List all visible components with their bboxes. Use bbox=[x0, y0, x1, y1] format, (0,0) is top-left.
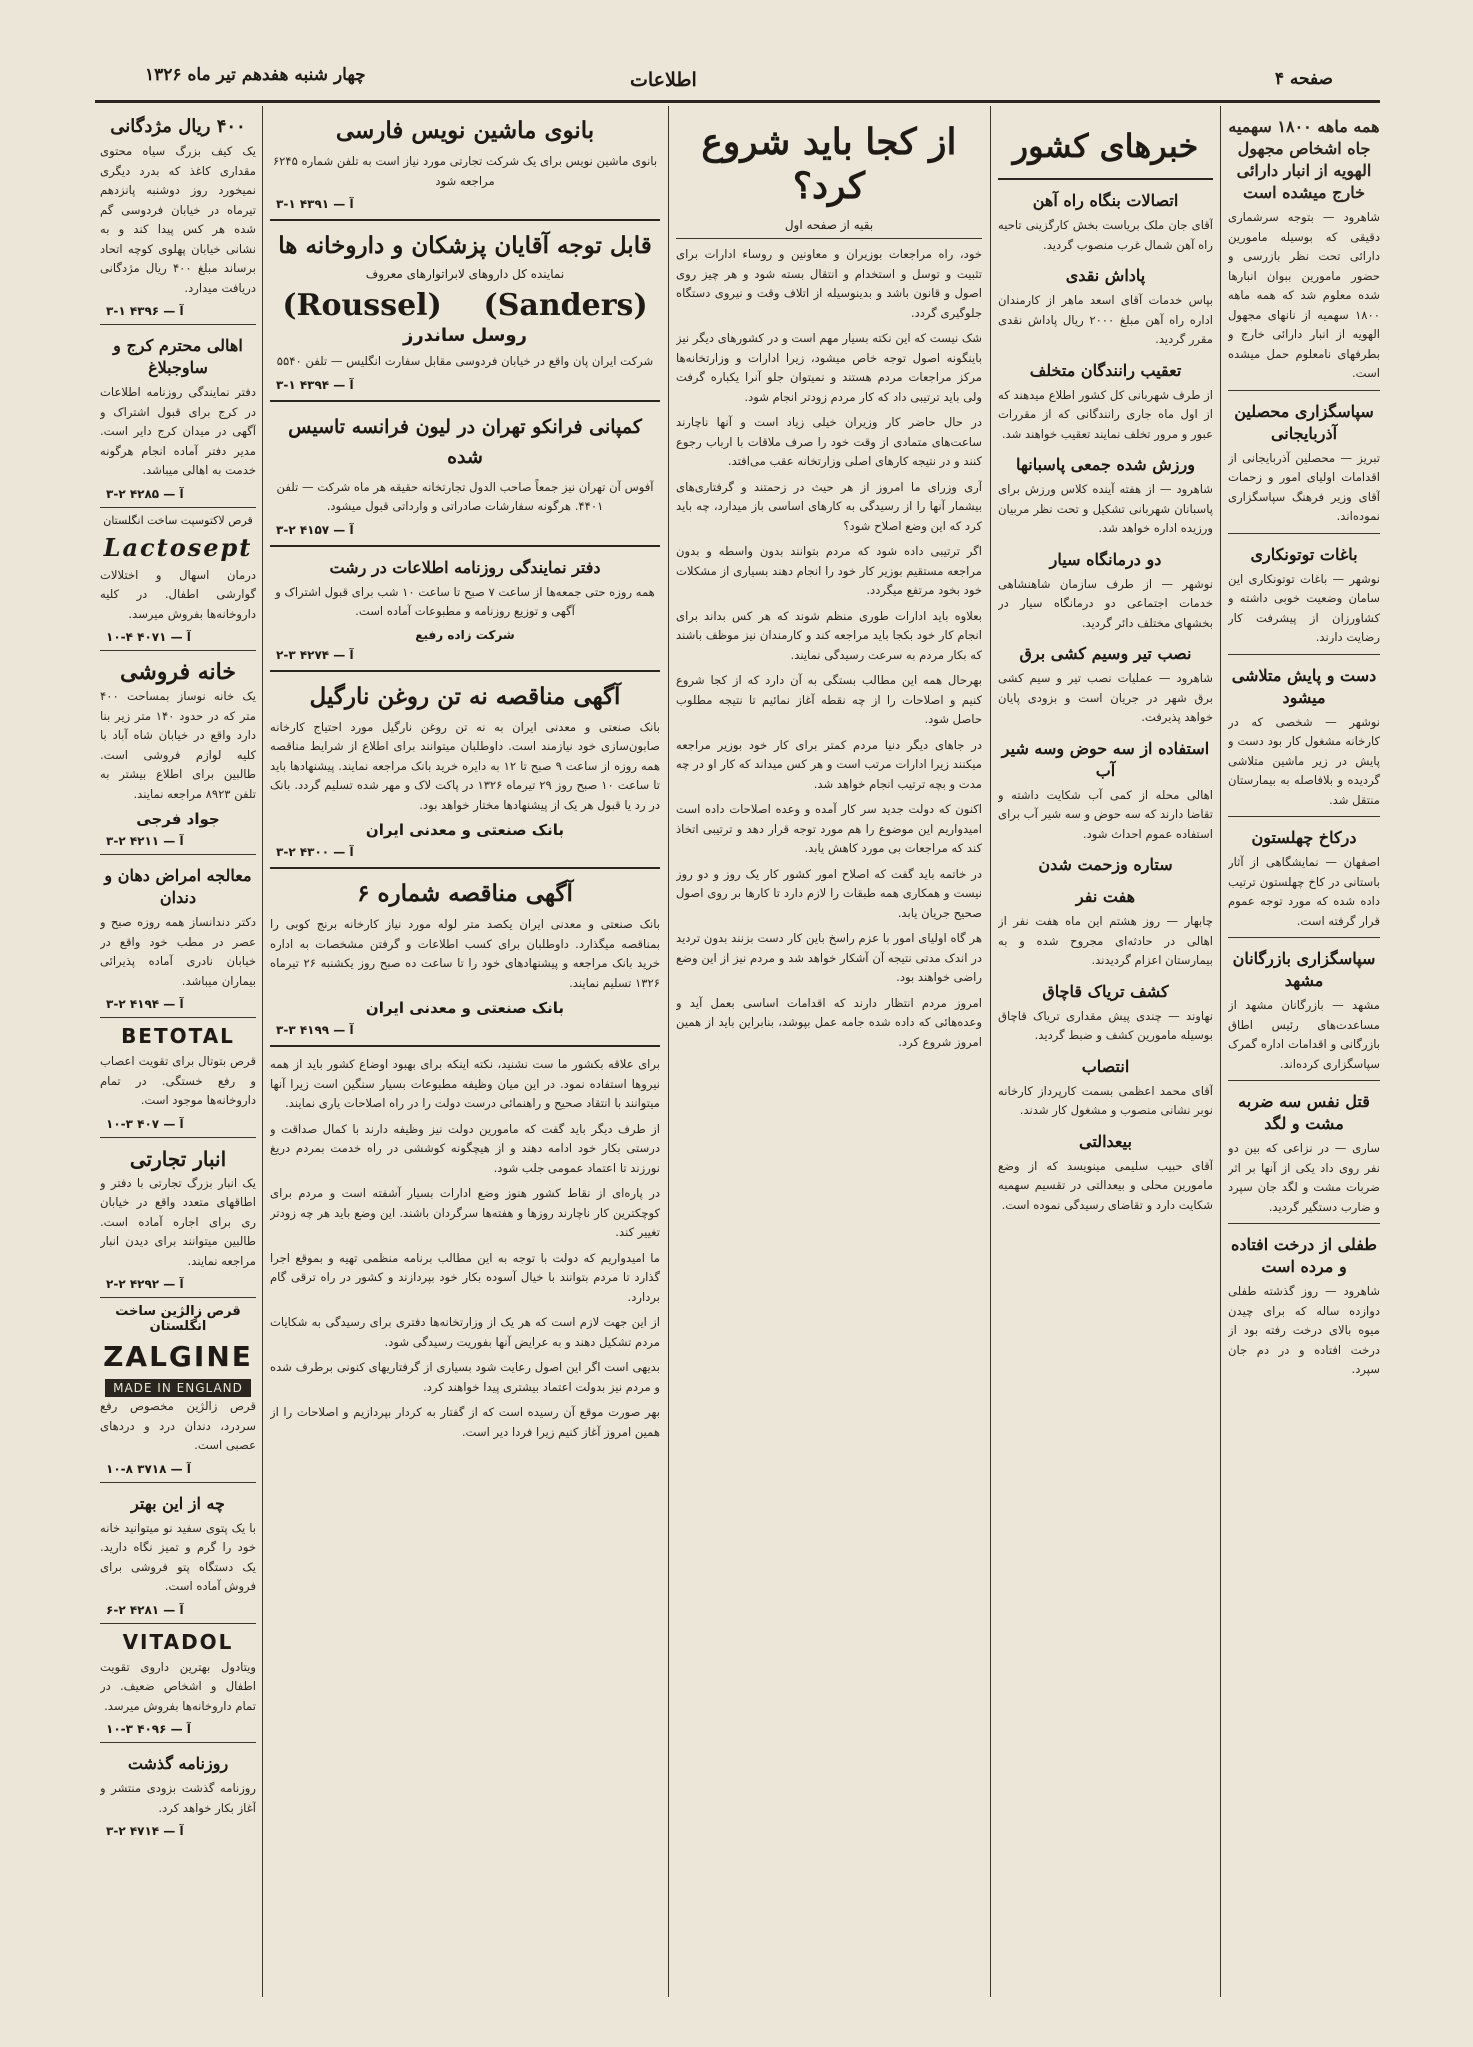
divider bbox=[1228, 654, 1380, 655]
divider bbox=[676, 238, 982, 239]
news-title: ستاره وزحمت شدن bbox=[1038, 855, 1173, 874]
ad-code: آ — ۴۱۹۴ ۲-۳ bbox=[106, 997, 184, 1011]
newspaper-name: اطلاعات bbox=[630, 69, 697, 91]
brand-sanders: (Sanders) bbox=[483, 288, 648, 323]
ad-code: آ — ۳۷۱۸ ۸-۱۰ bbox=[106, 1461, 191, 1476]
news-title: همه ماهه ۱۸۰۰ سهمیه جاه اشخاص مجهول الهویه از انبار دارائی خارج میشده است bbox=[1228, 117, 1380, 202]
editorial-paragraph: بعلاوه باید ادارات طوری منظم شوند که هر کس بداند برای انجام کار خود بکجا باید مراجعه کند و کارمندان نیز موظف باشند که بکار مردم به سرعت رسیدگی نمایند. bbox=[676, 608, 982, 662]
divider bbox=[100, 650, 256, 651]
editorial-paragraph: شک نیست که این نکته بسیار مهم است و در کشورهای دیگر نیز باینگونه اصول توجه خاص میشود، زیرا ادارات و وزارتخانه‌ها مرکز مراجعات مردم هستند و نمیتوان جلو آنرا یکباره گرفت ولی باید ترتیبی داد که کار مردم زودتر انجام شود. bbox=[676, 331, 982, 404]
continued-paragraph: ما امیدواریم که دولت با توجه به این مطالب برنامه منظمی تهیه و بموقع اجرا گذارد تا مردم بتوانند با خیال آسوده بکار خود بپردازند و کشور در راه ترقی گام بردارد. bbox=[270, 1250, 660, 1304]
tender-text: بانک صنعتی و معدنی ایران به نه تن روغن نارگیل مورد احتیاج کارخانه صابون‌سازی خود نیازمند است. داوطلبان میتوانند برای اطلاع از شرایط مناقصه همه روزه از ساعت ۹ صبح تا ۱۲ به دایره خرید بانک مراجعه نمایند. پیشنهادها باید تا ساعت ۱۰ صبح روز ۲۹ تیرماه ۱۳۲۶ در پاکت لاک و مهر شده تسلیم گردد. بانک در رد یا قبول هر یک از پیشنهادها مختار خواهد بود. bbox=[270, 719, 660, 812]
news-title: استفاده از سه حوض وسه شیر آب bbox=[1001, 738, 1210, 780]
lactosept-caption: قرص لاکتوسپت ساخت انگلستان bbox=[103, 513, 253, 527]
ad-text: همه روزه حتی جمعه‌ها از ساعت ۷ صبح تا ساعت ۱۰ شب برای قبول اشتراک و آگهی و توزیع روزنامه و مطبوعات آماده است. bbox=[275, 584, 655, 618]
news-title: بیعدالتی bbox=[1079, 1131, 1132, 1151]
masthead-rule bbox=[95, 100, 1380, 103]
news-body: نوشهر — باغات توتونکاری این سامان وضعیت خوبی داشته و کشاورزان از پیشرفت کار رضایت دارند. bbox=[1228, 571, 1380, 644]
ad-title: دفتر نمایندگی روزنامه اطلاعات در رشت bbox=[329, 557, 601, 577]
vitadol-logo: VITADOL bbox=[122, 1629, 234, 1654]
news-title: درکاخ چهلستون bbox=[1251, 828, 1357, 847]
divider bbox=[100, 1742, 256, 1743]
continued-paragraph: بدیهی است اگر این اصول رعایت شود بسیاری از گرفتاریهای کنونی برطرف شده و مردم نیز بدولت اعتماد بیشتری پیدا خواهند کرد. bbox=[270, 1360, 660, 1394]
classified-title: معالجه امراض دهان و دندان bbox=[104, 866, 252, 907]
ad-code: آ — ۴۲۷۴ ۳-۲ bbox=[276, 647, 354, 662]
news-body: نوشهر — شخصی که در کارخانه مشغول کار بود دست و پایش در زیر ماشین متلاشی گردیده و بلافاصله به بیمارستان منتقل شد. bbox=[1228, 714, 1380, 807]
news-block bbox=[1228, 116, 1380, 384]
ad-title: کمپانی فرانکو تهران در لیون فرانسه تاسیس شده bbox=[288, 415, 642, 468]
news-body: چابهار — روز هشتم این ماه هفت نفر از اهالی در حادثه‌ای مجروح شده و به بیمارستان اعزام گردیدند. bbox=[998, 914, 1213, 967]
news-body: ساری — در نزاعی که بین دو نفر روی داد یکی از آنها بر اثر ضربات مشت و لگد جان سپرد و ضارب دستگیر گردید. bbox=[1228, 1141, 1380, 1214]
column-divider bbox=[990, 106, 991, 1997]
classified-title: چه از این بهتر bbox=[131, 1493, 225, 1513]
column-country-news bbox=[1228, 106, 1380, 2007]
classified-title: انبار تجارتی bbox=[129, 1146, 227, 1171]
editorial-paragraph: در حال حاضر کار وزیران خیلی زیاد است و آنها ناچارند ساعت‌های متمادی از وقت خود را صرف ملاقات با ارباب رجوع کنند و در نتیجه کارهای اصلی وزارتخانه عقب می‌افتد. bbox=[676, 415, 982, 468]
news-body: شاهرود — بتوجه سرشماری دقیقی که بوسیله مامورین دارائی تحت نظر بازرسی و حضور مامورین ببوان انبارها شده معلوم شد که همه ماهه ۱۸۰۰ سهمیه از نانهای مجهول الهویه از انبار دارائی خارج و بطرفهای نامعلوم حمل میشده است. bbox=[1228, 210, 1380, 380]
divider bbox=[1228, 1223, 1380, 1224]
news-title: باغات توتونکاری bbox=[1250, 544, 1358, 564]
ad-code: آ — ۴۰۷۱ ۴-۱۰ bbox=[106, 630, 191, 644]
news-body: اهالی محله از کمی آب شکایت داشته و تقاضا دارند که سه حوض و سه شیر آب برای استفاده عموم احداث شود. bbox=[998, 787, 1213, 841]
news-body: نهاوند — چندی پیش مقداری تریاک قاچاق بوسیله مامورین کشف و ضبط گردید. bbox=[998, 1008, 1213, 1042]
news-body: تبریز — محصلین آذربایجانی از اقدامات اولیای امور و زحمات آقای وزیر فرهنگ سپاسگزاری نموده‌اند. bbox=[1228, 450, 1380, 523]
divider bbox=[270, 670, 660, 672]
continued-paragraph: در پاره‌ای از نقاط کشور هنوز وضع ادارات بسیار آشفته است و مردم برای کوچکترین کار ناچارند روزها و هفته‌ها سرگردان باشند. این وضع باید هر چه زودتر تغییر کند. bbox=[270, 1186, 660, 1239]
classified-text: با یک پتوی سفید نو میتوانید خانه خود را گرم و تمیز نگاه دارید. یک دستگاه پتو فروشی برای فروش آماده است. bbox=[100, 1520, 256, 1593]
page-number: صفحه ۴ bbox=[1274, 69, 1333, 89]
divider bbox=[270, 400, 660, 402]
editorial-paragraph: آری وزرای ما امروز از هر حیث در زحمتند و گرفتاری‌های بیشمار آنها را از رسیدگی به کارهای اساسی باز میدارد، چه باید کرد که این وضع اصلاح شود؟ bbox=[676, 479, 982, 533]
classified-text: دکتر دندانساز همه روزه صبح و عصر در مطب خود واقع در خیابان نادری آماده پذیرائی بیماران میباشد. bbox=[100, 915, 256, 988]
issue-date: چهار شنبه هفدهم تیر ماه ۱۳۲۶ bbox=[145, 65, 366, 85]
editorial-paragraph: هر گاه اولیای امور با عزم راسخ باین کار دست بزنند بدون تردید در اندک مدتی نتیجه آن آشکار خواهد شد و مردم نیز از این وضع راضی خواهند بود. bbox=[676, 931, 982, 984]
divider bbox=[1228, 937, 1380, 938]
editorial-paragraph: خود، راه مراجعات بوزیران و معاونین و روساء ادارات برای تثبیت و توسل و استخدام و انتقال بسته شود و هر چیز روی اصول و قانون باشد و بدینوسیله از اتلاف وقت و نیروی دستگاه جلوگیری گردد. bbox=[676, 247, 982, 320]
classified-text: درمان اسهال و اختلالات گوارشی اطفال. در کلیه داروخانه‌ها بفروش میرسد. bbox=[100, 567, 256, 621]
divider bbox=[1228, 1080, 1380, 1081]
column-rail-news bbox=[998, 106, 1213, 2007]
classified-text: قرص زالژین مخصوص رفع سردرد، دندان درد و دردهای عصبی است. bbox=[100, 1399, 256, 1452]
made-in-england-badge: MADE IN ENGLAND bbox=[105, 1379, 251, 1397]
brand-roussel: (Roussel) bbox=[282, 288, 442, 323]
ad-text: بانوی ماشین نویس برای یک شرکت تجارتی مورد نیاز است به تلفن شماره ۶۲۴۵ مراجعه شود bbox=[272, 154, 658, 188]
column-editorial bbox=[676, 106, 982, 2007]
ad-code: آ — ۴۰۷ ۳-۱۰ bbox=[106, 1116, 184, 1131]
news-title: قتل نفس سه ضربه مشت و لگد bbox=[1238, 1092, 1370, 1133]
ad-title: قابل توجه آقایان پزشکان و داروخانه ها bbox=[278, 232, 652, 259]
column-classifieds bbox=[100, 106, 256, 2007]
classified-title: روزنامه گذشت bbox=[127, 1754, 229, 1773]
news-title: دو درمانگاه سیار bbox=[1049, 549, 1162, 569]
classified-title: ۴۰۰ ریال مژدگانی bbox=[110, 116, 246, 137]
ad-code: آ — ۴۲۸۱ ۲-۶ bbox=[106, 1602, 184, 1617]
news-title: سپاسگزاری محصلین آذربایجانی bbox=[1234, 401, 1374, 443]
divider bbox=[270, 867, 660, 869]
news-body: آقای محمد اعظمی بسمت کارپرداز کارخانه نوبر نشانی منصوب و مشغول کار شدند. bbox=[998, 1083, 1213, 1117]
ad-code: آ — ۴۳۹۱ ۱-۳ bbox=[276, 197, 354, 211]
divider bbox=[100, 1623, 256, 1624]
divider bbox=[100, 1297, 256, 1298]
column-ads bbox=[270, 106, 660, 2007]
news-body: شاهرود — روز گذشته طفلی دوازده ساله که برای چیدن میوه بالای درخت رفته بود از درخت افتاده و در دم جان سپرد. bbox=[1228, 1284, 1380, 1376]
news-body: شاهرود — عملیات نصب تیر و سیم کشی برق شهر در جریان است و بزودی پایان خواهد پذیرفت. bbox=[998, 671, 1213, 724]
tender-signature: بانک صنعتی و معدنی ایران bbox=[365, 999, 565, 1017]
ad-code: آ — ۴۲۸۵ ۲-۳ bbox=[106, 486, 184, 501]
classified-text: یک انبار بزرگ تجارتی با دفتر و اطاقهای متعدد واقع در خیابان ری برای اجاره آماده است. طالبین میتوانند برای دیدن انبار مراجعه نمایند. bbox=[100, 1175, 256, 1268]
ad-text: شرکت ایران پان واقع در خیابان فردوسی مقابل سفارت انگلیس — تلفن ۵۵۴۰ bbox=[276, 354, 654, 368]
ad-code: آ — ۴۰۹۶ ۳-۱۰ bbox=[106, 1722, 191, 1736]
divider bbox=[100, 1137, 256, 1138]
zalgine-logo: ZALGINE bbox=[103, 1340, 253, 1373]
ad-brands bbox=[270, 287, 660, 325]
masthead bbox=[0, 55, 1473, 105]
news-title: اتصالات بنگاه راه آهن bbox=[1032, 191, 1179, 210]
editorial-paragraph: در جاهای دیگر دنیا مردم کمتر برای کار خود بوزیر مراجعه میکنند زیرا ادارات مرتب است و هر کس میداند که کار او در چه مدت و بچه ترتیب انجام خواهد شد. bbox=[676, 737, 982, 791]
news-title: طفلی از درخت افتاده و مرده است bbox=[1230, 1235, 1378, 1276]
divider bbox=[1228, 816, 1380, 817]
ad-code: آ — ۴۳۹۶ ۱-۳ bbox=[106, 304, 184, 318]
ad-brands-fa: روسل ساندرز bbox=[403, 325, 527, 346]
column-divider bbox=[1220, 106, 1221, 1997]
news-title: هفت نفر bbox=[1075, 887, 1136, 906]
news-body: آقای جان ملک بریاست بخش کارگزینی تاحیه راه آهن شمال غرب منصوب گردید. bbox=[998, 218, 1213, 252]
news-title: سپاسگزاری بازرگانان مشهد bbox=[1232, 949, 1376, 990]
editorial-paragraph: در خاتمه باید گفت که اصلاح امور کشور کار یک روز و دو روز نیست و همکاری همه طبقات را لازم دارد تا کارها بر روی اصول صحیح جریان یابد. bbox=[676, 866, 982, 920]
ad-code: آ — ۴۱۵۷ ۲-۳ bbox=[276, 522, 354, 537]
classified-text: دفتر نمایندگی روزنامه اطلاعات در کرج برای قبول اشتراک و آگهی در میدان کرج دایر است. مدیر دفتر آماده انجام هرگونه خدمت به اهالی میباشد. bbox=[100, 385, 256, 477]
divider bbox=[270, 219, 660, 221]
divider bbox=[100, 1482, 256, 1483]
divider bbox=[1228, 533, 1380, 534]
ad-signature: شرکت زاده رفیع bbox=[415, 627, 515, 642]
editorial-paragraph: بهرحال همه این مطالب بستگی به آن دارد که از کجا شروع کنیم و اصلاحات را از چه نقطه آغاز نمائیم تا نتیجه مطلوب حاصل شود. bbox=[676, 673, 982, 726]
column-divider bbox=[668, 106, 669, 1997]
classified-text: قرص بتوتال برای تقویت اعصاب و رفع خستگی. در تمام داروخانه‌ها موجود است. bbox=[100, 1054, 256, 1107]
news-body: اصفهان — نمایشگاهی از آثار باستانی در کاخ چهلستون ترتیب داده شده که مورد توجه عموم قرار گرفته است. bbox=[1228, 855, 1380, 928]
news-body: شاهرود — از هفته آینده کلاس ورزش برای پاسبانان شهربانی تشکیل و تحت نظر مربیان ورزیده اداره خواهد شد. bbox=[998, 482, 1213, 535]
divider bbox=[1228, 390, 1380, 391]
classified-text: یک خانه نوساز بمساحت ۴۰۰ متر که در حدود ۱۴۰ متر زیر بنا دارد واقع در خیابان شاه آباد با کلیه لوازم فروشی است. طالبین برای اطلاع بیشتر به تلفن ۸۹۲۳ مراجعه نمایند. bbox=[100, 689, 256, 801]
divider bbox=[998, 178, 1213, 180]
tender-title: آگهی مناقصه شماره ۶ bbox=[357, 880, 573, 907]
ad-code: آ — ۴۳۹۴ ۱-۳ bbox=[276, 377, 354, 392]
ad-text: آفوس آن تهران نیز جمعاً صاحب الدول تجارتخانه حقیقه هر ماه شرکت — تلفن ۴۴۰۱. هرگونه سفارشات صادراتی و وارداتی قبول میشود. bbox=[276, 479, 654, 513]
classified-text: روزنامه گذشت بزودی منتشر و آغاز بکار خواهد کرد. bbox=[100, 1781, 256, 1815]
divider bbox=[100, 507, 256, 508]
news-body: آقای حبیب سلیمی مینویسد که از وضع مامورین محلی و بیعدالتی در تقسیم سهمیه شکایت دارد و تقاضای رسیدگی نموده است. bbox=[998, 1158, 1213, 1212]
news-title: نصب تیر وسیم کشی برق bbox=[1019, 644, 1192, 663]
classified-text: یک کیف بزرگ سیاه محتوی مقداری کاغذ که بدرد دیگری نمیخورد روز دوشنبه پانزدهم تیرماه در خیابان فردوسی گم شده هر کس پیدا کند و به نشانی خیابان پهلوی کوچه اتحاد برساند مبلغ ۴۰۰ ریال مژدگانی دریافت میدارد. bbox=[100, 144, 256, 295]
ad-code: آ — ۴۱۹۹ ۳-۳ bbox=[276, 1023, 354, 1037]
news-title: پاداش نقدی bbox=[1065, 266, 1146, 285]
lactosept-logo: Lactosept bbox=[103, 532, 253, 562]
tender-signature: بانک صنعتی و معدنی ایران bbox=[365, 821, 565, 839]
news-body: نوشهر — از طرف سازمان شاهنشاهی خدمات اجتماعی دو درمانگاه سیار در بخشهای مختلف دائر گردید. bbox=[998, 576, 1213, 630]
continued-note: بقیه از صفحه اول bbox=[784, 218, 874, 232]
classified-title: خانه فروشی bbox=[120, 659, 236, 685]
ad-code: آ — ۴۲۱۱ ۲-۳ bbox=[106, 834, 184, 848]
news-body: بپاس خدمات آقای اسعد ماهر از کارمندان اداره راه آهن مبلغ ۲۰۰۰ ریال پاداش نقدی مقرر گردید. bbox=[998, 293, 1213, 346]
continued-paragraph: از طرف دیگر باید گفت که مامورین دولت نیز وظیفه دارند با کمال صداقت و درستی بکار خود ادامه دهند و از هیچگونه کوششی در راه خدمت بمردم دریغ نورزند تا اعتماد عمومی جلب شود. bbox=[270, 1121, 660, 1175]
editorial-paragraph: امروز مردم انتظار دارند که اقدامات اساسی بعمل آید و وعده‌هائی که داده شده جامه عمل بپوشد، بنابراین باید از همین امروز شروع کرد. bbox=[676, 995, 982, 1049]
news-title: تعقیب رانندگان متخلف bbox=[1029, 360, 1182, 380]
editorial-paragraph: اگر ترتیبی داده شود که مردم بتوانند بدون واسطه و بدون مراجعه مستقیم بوزیر کار خود را انجام دهند بسیاری از مشکلات خود بخود مرتفع میگردد. bbox=[676, 544, 982, 597]
classified-text: ویتادول بهترین داروی تقویت اطفال و اشخاص ضعیف. در تمام داروخانه‌ها بفروش میرسد. bbox=[100, 1659, 256, 1713]
news-title: انتصاب bbox=[1081, 1056, 1130, 1076]
zalgine-caption: قرص زالژین ساخت انگلستان bbox=[115, 1304, 241, 1334]
divider bbox=[270, 545, 660, 547]
classified-signature: جواد فرجی bbox=[136, 810, 220, 828]
news-body: مشهد — بازرگانان مشهد از مساعدت‌های رئیس اطاق بازرگانی و اقدامات اداره گمرک سپاسگزاری کرده‌اند. bbox=[1228, 998, 1380, 1071]
divider bbox=[270, 1045, 660, 1047]
ad-title: بانوی ماشین نویس فارسی bbox=[335, 117, 595, 144]
tender-title: آگهی مناقصه نه تن روغن نارگیل bbox=[309, 682, 621, 710]
editorial-paragraph: اکنون که دولت جدید سر کار آمده و وعده اصلاحات داده است امیدواریم این موضوع را هم مورد توجه قرار دهد و ترتیبی اتخاذ کند که مراجعات بی مورد کاهش یابد. bbox=[676, 802, 982, 855]
editorial-headline: از کجا باید شروع کرد؟ bbox=[701, 121, 957, 207]
ad-code: آ — ۴۷۱۴ ۲-۳ bbox=[106, 1824, 184, 1838]
tender-text: بانک صنعتی و معدنی ایران یکصد متر لوله مورد نیاز کارخانه برنج کوبی را بمناقصه میگذارد. داوطلبان برای کسب اطلاعات و گرفتن مشخصات به اداره خرید بانک مراجعه و پیشنهادهای خود را تا ساعت ده صبح روز یکشنبه ۲۶ تیرماه ۱۳۲۶ تسلیم نمایند. bbox=[270, 917, 660, 990]
section-heading: خبرهای کشور bbox=[1012, 127, 1199, 165]
divider bbox=[100, 324, 256, 325]
betotal-logo: BETOTAL bbox=[121, 1024, 235, 1048]
ad-subtitle: نماینده کل داروهای لابراتوارهای معروف bbox=[365, 267, 565, 281]
continued-paragraph: برای علاقه بکشور ما ست نشنید، نکته اینکه برای بهبود اوضاع کشور باید از همه نیروها استفاده نمود. در این میان وظیفه مطبوعات بسیار سنگین است زیرا آنها میتوانند با انتقاد صحیح و راهنمائی درست دولت را در راه اصلاحات یاری نمایند. bbox=[270, 1057, 660, 1110]
news-title: کشف تریاک قاچاق bbox=[1042, 981, 1169, 1001]
news-title: ورزش شده جمعی پاسبانها bbox=[1016, 455, 1195, 474]
news-body: از طرف شهربانی کل کشور اطلاع میدهند که از اول ماه جاری رانندگانی که از مقررات عبور و مرور تخلف نمایند تعقیب خواهند شد. bbox=[998, 387, 1213, 441]
divider bbox=[100, 1017, 256, 1018]
ad-code: آ — ۴۳۰۰ ۲-۳ bbox=[276, 845, 354, 859]
continued-paragraph: از این جهت لازم است که هر یک از وزارتخانه‌ها دفتری برای رسیدگی به شکایات مردم تشکیل دهند و به عرایض آنها بفوریت رسیدگی شود. bbox=[270, 1315, 660, 1349]
continued-paragraph: بهر صورت موقع آن رسیده است که از گفتار به کردار بپردازیم و اصلاحات را از همین امروز آغاز کنیم زیرا فردا دیر است. bbox=[270, 1405, 660, 1439]
divider bbox=[100, 854, 256, 855]
ad-code: آ — ۴۲۹۲ ۲-۲ bbox=[106, 1277, 184, 1291]
column-divider bbox=[262, 106, 263, 1997]
classified-title: اهالی محترم کرج و ساوجبلاغ bbox=[113, 336, 243, 377]
news-title: دست و پایش متلاشی میشود bbox=[1231, 665, 1377, 707]
